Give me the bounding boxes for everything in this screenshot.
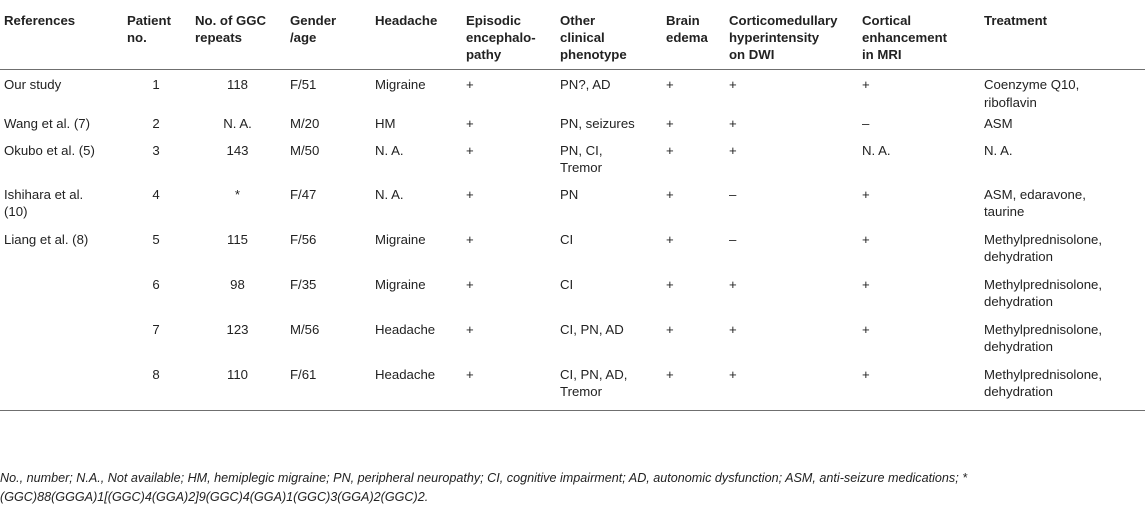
header-brain-edema: Brain edema [666,13,708,45]
header-row [0,6,1145,70]
cell-episodic-encephalopathy: + [466,77,474,92]
cell-other-clinical-phenotype: CI, PN, AD, Tremor [560,366,628,399]
reference-tail: ) [90,142,95,158]
header-treatment: Treatment [984,13,1048,28]
cell-headache: Migraine [375,77,426,92]
cell-cortical-enhancement: + [862,231,870,247]
cell-gender-age: M/56 [290,321,320,337]
cell-ggc-repeats: 123 [226,321,249,337]
cell-gender-age: F/35 [290,276,317,292]
header-gender-age: Gender /age [290,13,337,45]
cell-patient-no: 1 [152,77,160,92]
header-headache: Headache [375,13,438,28]
cell-cortical-enhancement: + [862,366,870,382]
cell-brain-edema: + [666,366,674,382]
cell-ggc-repeats: 98 [230,276,245,292]
table-row [0,276,1145,321]
cell-corticomedullary-dwi: – [729,186,737,202]
cell-reference [0,142,123,186]
cell-gender-age: F/56 [290,231,317,247]
table-row [0,115,1145,142]
cell-cortical-enhancement: – [862,115,870,131]
cell-gender-age: M/50 [290,142,320,158]
cell-ggc-repeats: 110 [226,366,249,382]
cell-other-clinical-phenotype: CI [560,231,574,247]
table-row [0,186,1145,231]
case-comparison-table [0,6,1145,411]
cell-episodic-encephalopathy: + [466,142,474,158]
cell-reference [0,231,123,276]
cell-corticomedullary-dwi: + [729,276,737,292]
citation-link[interactable]: 10 [8,204,24,219]
table-row [0,142,1145,186]
table-row [0,366,1145,411]
cell-gender-age: F/61 [290,366,317,382]
reference-text: Liang et al. ( [4,231,77,247]
cell-treatment: ASM, edaravone, taurine [984,186,1086,219]
reference-text: Ishihara et al. ( [4,186,84,219]
cell-treatment: Methylprednisolone, dehydration [984,276,1103,309]
cell-patient-no: 7 [152,321,160,337]
cell-corticomedullary-dwi: + [729,321,737,337]
cell-headache: Migraine [375,276,426,292]
cell-reference [0,70,123,115]
cell-other-clinical-phenotype: PN [560,186,579,202]
cell-episodic-encephalopathy: + [466,115,474,131]
cell-patient-no: 5 [152,231,160,247]
header-ggc-repeats: No. of GGC repeats [195,13,267,45]
cell-treatment: N. A. [984,142,1013,158]
cell-episodic-encephalopathy: + [466,321,474,337]
cell-cortical-enhancement: + [862,321,870,337]
cell-cortical-enhancement: + [862,77,870,92]
cell-headache: Migraine [375,231,426,247]
cell-other-clinical-phenotype: CI, PN, AD [560,321,624,337]
cell-other-clinical-phenotype: PN, CI, Tremor [560,142,603,175]
cell-brain-edema: + [666,321,674,337]
cell-brain-edema: + [666,142,674,158]
cell-gender-age: F/47 [290,186,317,202]
cell-ggc-repeats: * [234,186,241,202]
cell-patient-no: 8 [152,366,160,382]
cell-cortical-enhancement: + [862,186,870,202]
cell-treatment: Methylprednisolone, dehydration [984,366,1103,399]
cell-treatment: Coenzyme Q10, riboflavin [984,77,1080,110]
cell-other-clinical-phenotype: CI [560,276,574,292]
cell-corticomedullary-dwi: – [729,231,737,247]
reference-tail: ) [85,115,91,131]
citation-link[interactable]: 7 [78,115,86,131]
reference-text: Wang et al. ( [4,115,79,131]
cell-headache: Headache [375,321,436,337]
cell-corticomedullary-dwi: + [729,77,737,92]
header-patient-no: Patient no. [127,13,171,45]
citation-link[interactable]: 5 [83,142,91,158]
cell-corticomedullary-dwi: + [729,115,737,131]
table-row [0,231,1145,276]
header-references: References [4,13,76,28]
cell-brain-edema: + [666,186,674,202]
cell-reference [0,115,123,142]
header-corticomedullary-dwi: Corticomedullary hyperintensity on DWI [729,13,838,62]
cell-gender-age: F/51 [290,77,317,92]
cell-patient-no: 6 [152,276,160,292]
cell-treatment: Methylprednisolone, dehydration [984,231,1103,264]
cell-ggc-repeats: 118 [226,77,249,92]
cell-episodic-encephalopathy: + [466,276,474,292]
cell-headache: HM [375,115,396,131]
cell-brain-edema: + [666,276,674,292]
cell-patient-no: 2 [152,115,160,131]
cell-ggc-repeats: N. A. [223,115,252,131]
reference-text: Our study [4,77,62,92]
cell-episodic-encephalopathy: + [466,186,474,202]
table-footnote: No., number; N.A., Not available; HM, hemiplegic migraine; PN, peripheral neuropathy; CI, cognitive impairment; AD, autonomic dysfunction; ASM, anti-seizure medications; * (GGC)88(GGGA)1[(GGC)4(GGA)2]9(GGC)4(GGA)1(GGC)3(GGA)2(GGC)2. [0,471,968,504]
cell-episodic-encephalopathy: + [466,231,474,247]
cell-corticomedullary-dwi: + [729,366,737,382]
cell-patient-no: 4 [152,186,160,202]
table-row [0,321,1145,366]
cell-headache: N. A. [375,186,404,202]
cell-gender-age: M/20 [290,115,320,131]
cell-headache: N. A. [375,142,404,158]
cell-cortical-enhancement: N. A. [862,142,891,158]
cell-episodic-encephalopathy: + [466,366,474,382]
header-other-clinical-phenotype: Other clinical phenotype [560,13,627,62]
cell-reference [0,276,123,321]
cell-brain-edema: + [666,77,674,92]
cell-reference [0,321,123,366]
reference-tail: ) [83,231,89,247]
cell-headache: Headache [375,366,436,382]
cell-cortical-enhancement: + [862,276,870,292]
reference-tail: ) [23,204,28,219]
cell-ggc-repeats: 143 [226,142,249,158]
cell-patient-no: 3 [152,142,160,158]
cell-ggc-repeats: 115 [226,231,249,247]
reference-text: Okubo et al. ( [4,142,84,158]
cell-reference [0,366,123,411]
cell-treatment: Methylprednisolone, dehydration [984,321,1103,354]
citation-link[interactable]: 8 [76,231,84,247]
table-row [0,70,1145,115]
header-episodic-encephalopathy: Episodic encephalo- pathy [466,13,536,62]
cell-brain-edema: + [666,115,674,131]
cell-other-clinical-phenotype: PN?, AD [560,77,611,92]
cell-brain-edema: + [666,231,674,247]
cell-other-clinical-phenotype: PN, seizures [560,115,635,131]
cell-treatment: ASM [984,115,1013,131]
header-cortical-enhancement: Cortical enhancement in MRI [862,13,948,62]
cell-reference [0,186,123,231]
cell-corticomedullary-dwi: + [729,142,737,158]
